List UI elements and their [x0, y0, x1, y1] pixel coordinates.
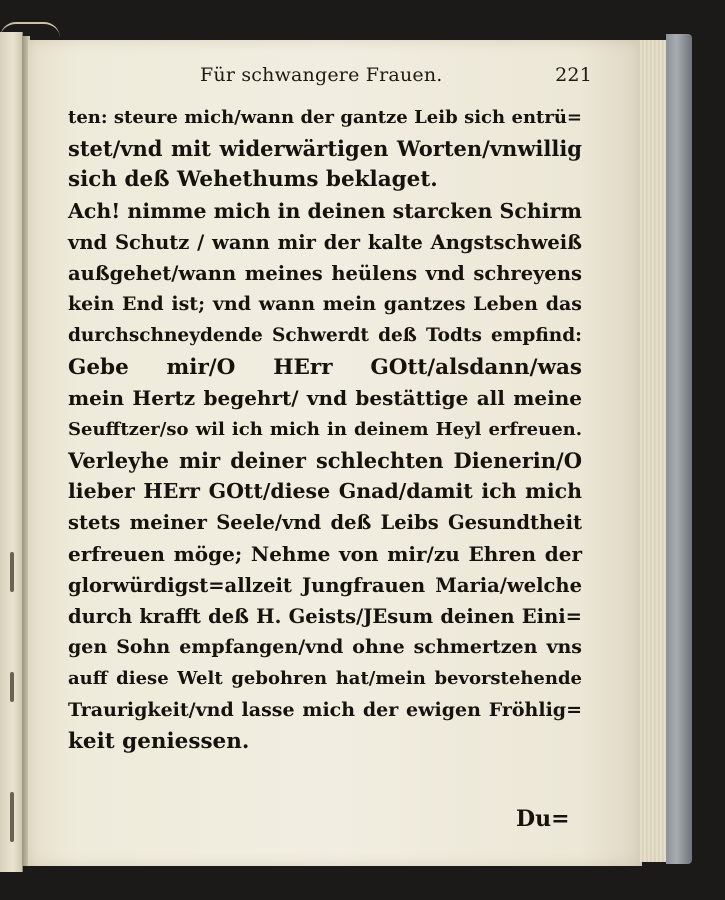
text-line: Traurigkeit/vnd lasse mich der ewigen Fröhlig= — [68, 698, 582, 721]
left-page-edge — [0, 32, 23, 872]
text-line: durch krafft deß H. Geists/JEsum deinen Eini= — [68, 605, 582, 628]
text-line: ten: steure mich/wann der gantze Leib sich entrü= — [68, 107, 582, 128]
text-line: vnd Schutz / wann mir der kalte Angstschweiß — [68, 230, 582, 254]
text-line: lieber HErr GOtt/diese Gnad/damit ich mich — [68, 479, 582, 504]
text-line: außgehet/wann meines heülens vnd schreyens — [68, 261, 582, 285]
book-cover-board — [666, 34, 692, 864]
text-line: mein Hertz begehrt/ vnd bestättige all meine — [68, 385, 582, 410]
text-line: auff diese Welt gebohren hat/mein bevorstehende — [68, 668, 582, 690]
text-line: Verleyhe mir deiner schlechten Dienerin/O — [68, 448, 582, 474]
text-line: sich deß Wehethums beklaget. — [68, 167, 438, 193]
text-line: glorwürdigst=allzeit Jungfrauen Maria/welche — [68, 573, 582, 597]
text-line: durchschneydende Schwerdt deß Todts empfind: — [68, 325, 582, 347]
page-number: 221 — [555, 64, 592, 86]
running-header — [200, 64, 600, 90]
text-line: stet/vnd mit widerwärtigen Worten/vnwillig — [68, 136, 582, 162]
body-text — [68, 102, 582, 757]
text-line: kein End ist; vnd wann mein gantzes Leben das — [68, 293, 582, 316]
text-line: erfreuen möge; Nehme von mir/zu Ehren der — [68, 541, 582, 566]
text-line: keit geniessen. — [68, 728, 250, 754]
text-line: Gebe mir/O HErr GOtt/alsdann/was — [68, 354, 582, 380]
page-edges — [640, 40, 668, 862]
text-line: stets meiner Seele/vnd deß Leibs Gesundtheit — [68, 511, 582, 535]
text-line: Ach! nimme mich in deinen starcken Schirm — [68, 198, 583, 223]
catchword: Du= — [516, 806, 570, 832]
text-line: Seufftzer/so wil ich mich in deinem Heyl erfreuen. — [68, 418, 582, 440]
running-title: Für schwangere Frauen. — [200, 64, 443, 86]
text-line: gen Sohn empfangen/vnd ohne schmertzen vns — [68, 636, 582, 659]
